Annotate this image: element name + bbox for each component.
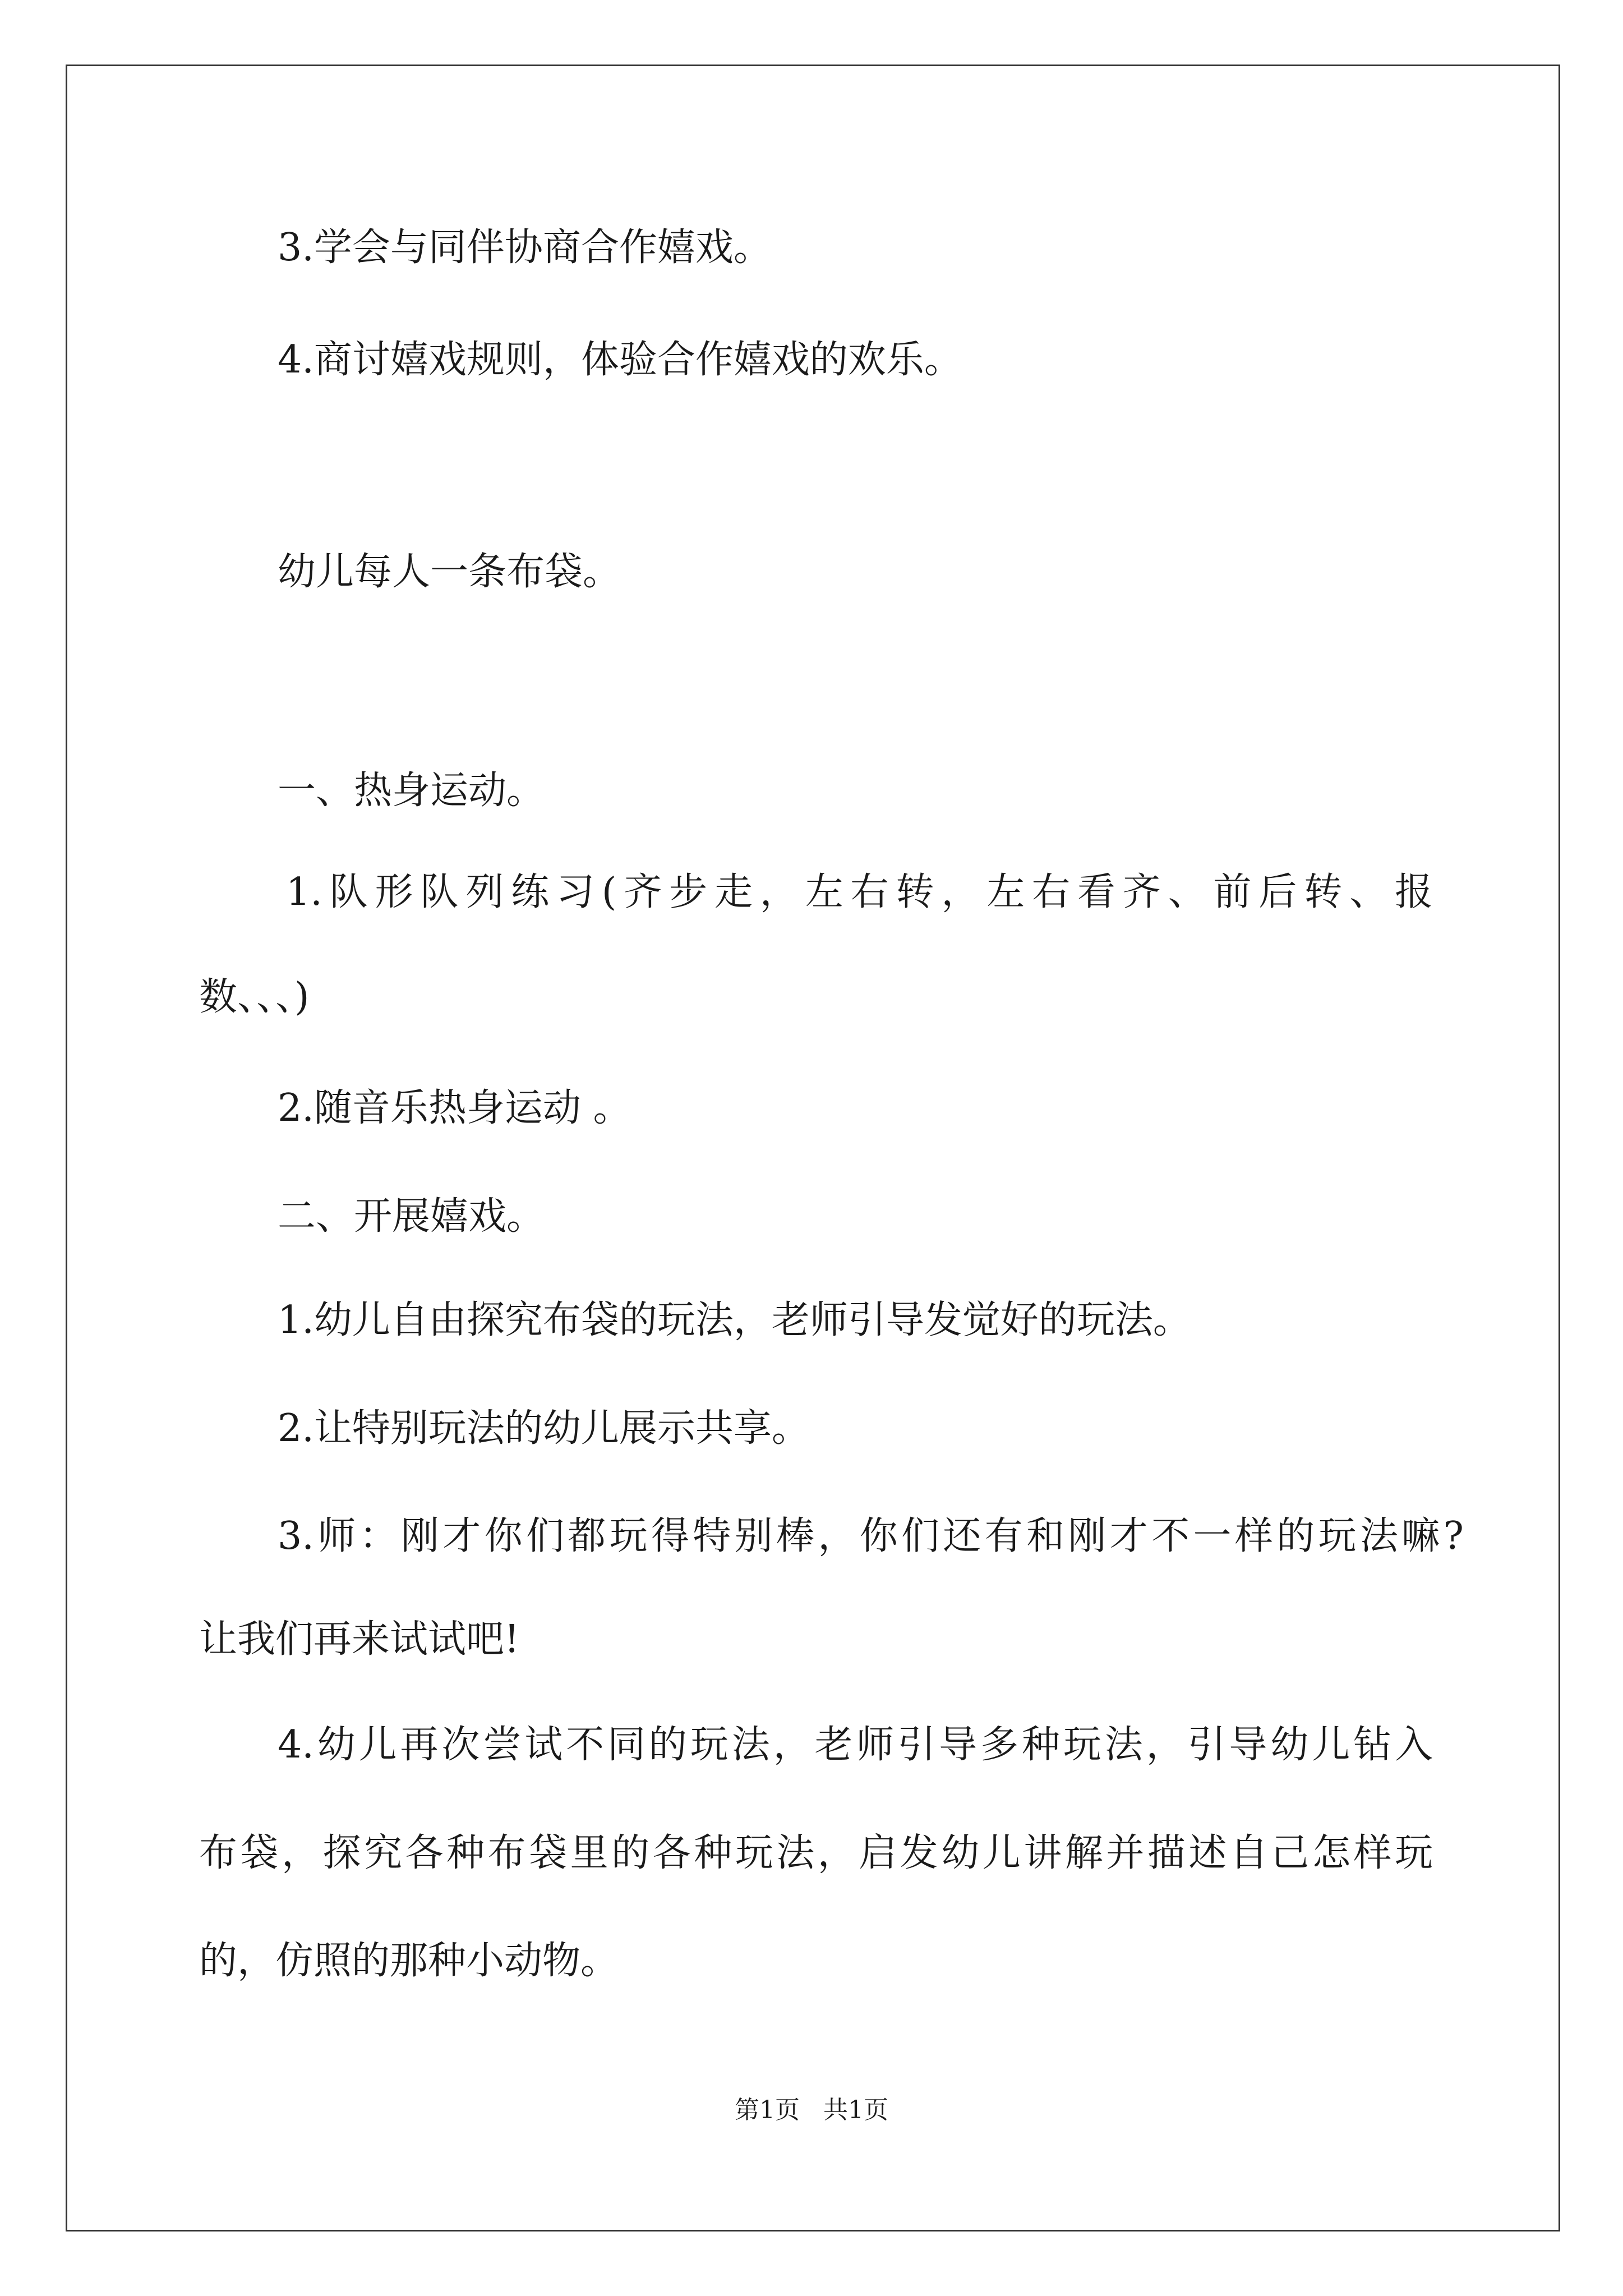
paragraph-materials: 幼儿每人一条布袋。 <box>278 550 621 594</box>
heading-warmup: 一、热身运动。 <box>278 769 545 813</box>
paragraph-objective-4: 4.商讨嬉戏规则，体验合作嬉戏的欢乐。 <box>278 338 962 382</box>
paragraph-games-3-line1: 3.师：刚才你们都玩得特别棒，你们还有和刚才不一样的玩法嘛? <box>278 1514 1464 1558</box>
paragraph-games-4-line3: 的，仿照的那种小动物。 <box>199 1939 619 1983</box>
paragraph-games-1: 1.幼儿自由探究布袋的玩法，老师引导发觉好的玩法。 <box>278 1298 1191 1342</box>
paragraph-warmup-1-line1: 1.队形队列练习(齐步走，左右转，左右看齐、前后转、报 <box>286 870 1433 914</box>
page-border <box>66 65 1560 2231</box>
paragraph-games-4-line1: 4.幼儿再次尝试不同的玩法，老师引导多种玩法，引导幼儿钻入 <box>278 1723 1433 1767</box>
paragraph-games-3-line2: 让我们再来试试吧! <box>199 1617 520 1662</box>
paragraph-warmup-1-line2: 数、、、) <box>199 975 310 1019</box>
paragraph-games-2: 2.让特别玩法的幼儿展示共享。 <box>278 1406 810 1451</box>
paragraph-objective-3: 3.学会与同伴协商合作嬉戏。 <box>278 226 772 270</box>
heading-games: 二、开展嬉戏。 <box>278 1194 545 1239</box>
paragraph-games-4-line2: 布袋，探究各种布袋里的各种玩法，启发幼儿讲解并描述自己怎样玩 <box>199 1831 1433 1875</box>
page-footer: 第1页 共1页 <box>735 2096 888 2124</box>
paragraph-warmup-2: 2.随音乐热身运动 。 <box>278 1086 631 1130</box>
